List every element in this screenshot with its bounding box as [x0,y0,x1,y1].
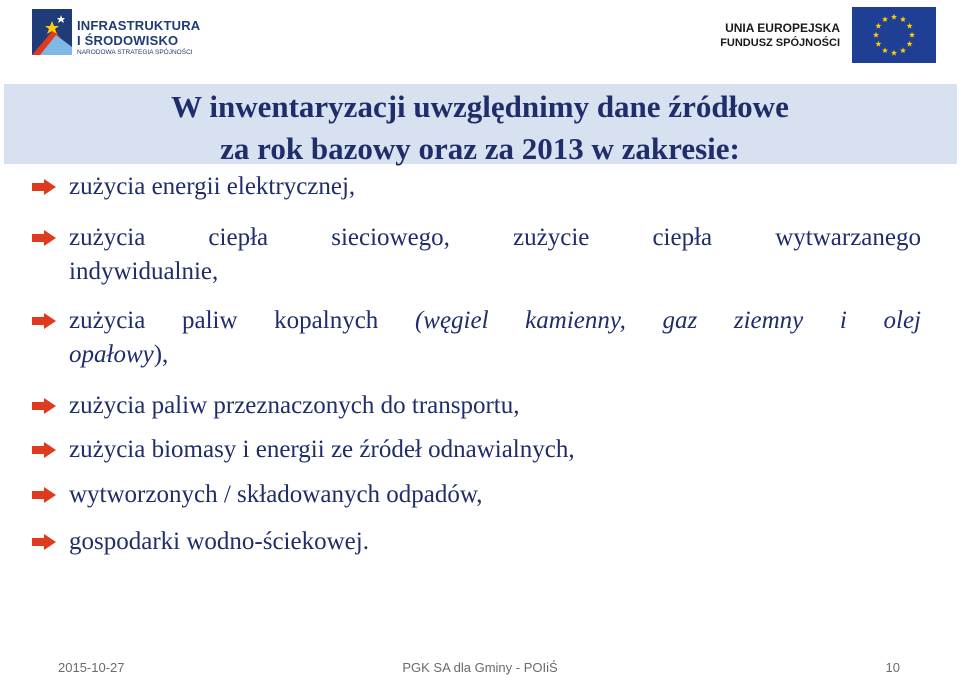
emblem-icon [32,9,72,55]
item-line-1-italic: (węgiel kamienny, gaz ziemny i olej [414,307,922,334]
item-line-2: indywidualnie, [69,258,219,285]
title-line-1: W inwentaryzacji uwzględnimy dane źródłowe [171,89,789,124]
footer-center: PGK SA dla Gminy - POIiŚ [402,660,558,675]
item-line-2 [69,338,921,372]
logo-line-1: INFRASTRUKTURA [77,18,201,33]
infrastruktura-logo [32,9,201,57]
item-line-1: zużycia ciepła sieciowego, zużycie ciepła wytwarzanego [69,224,921,251]
arrow-bullet-icon [32,398,56,414]
arrow-bullet-icon [32,534,56,550]
eu-logo [716,7,936,63]
item-text: wytworzonych / składowanych odpadów, [69,481,483,508]
arrow-bullet-icon [32,179,56,195]
item-text: gospodarki wodno-ściekowej. [69,528,369,555]
arrow-bullet-icon [32,442,56,458]
logo-line-2: I ŚRODOWISKO [77,33,179,48]
item-text [69,221,921,289]
item-line-1 [69,304,921,338]
slide-title [0,86,960,170]
title-line-2: za rok bazowy oraz za 2013 w zakresie: [220,131,740,166]
item-text: zużycia paliw przeznaczonych do transportu, [69,392,520,419]
item-line-1-plain: zużycia paliw kopalnych [69,307,415,334]
item-line-2-plain: ), [153,341,169,368]
item-text [69,304,921,372]
item-text: zużycia energii elektrycznej, [69,173,356,200]
arrow-bullet-icon [32,230,56,246]
footer-date: 2015-10-27 [58,660,125,675]
arrow-bullet-icon [32,313,56,329]
eu-line-2: FUNDUSZ SPÓJNOŚCI [720,37,840,49]
logo-line-3: NARODOWA STRATEGIA SPÓJNOŚCI [77,49,193,56]
arrow-bullet-icon [32,487,56,503]
footer-page-number: 10 [885,660,900,675]
eu-flag-icon [852,7,936,63]
item-line-2-italic: opałowy [69,341,154,368]
item-text: zużycia biomasy i energii ze źródeł odnawialnych, [69,436,575,463]
eu-line-1: UNIA EUROPEJSKA [725,21,840,35]
